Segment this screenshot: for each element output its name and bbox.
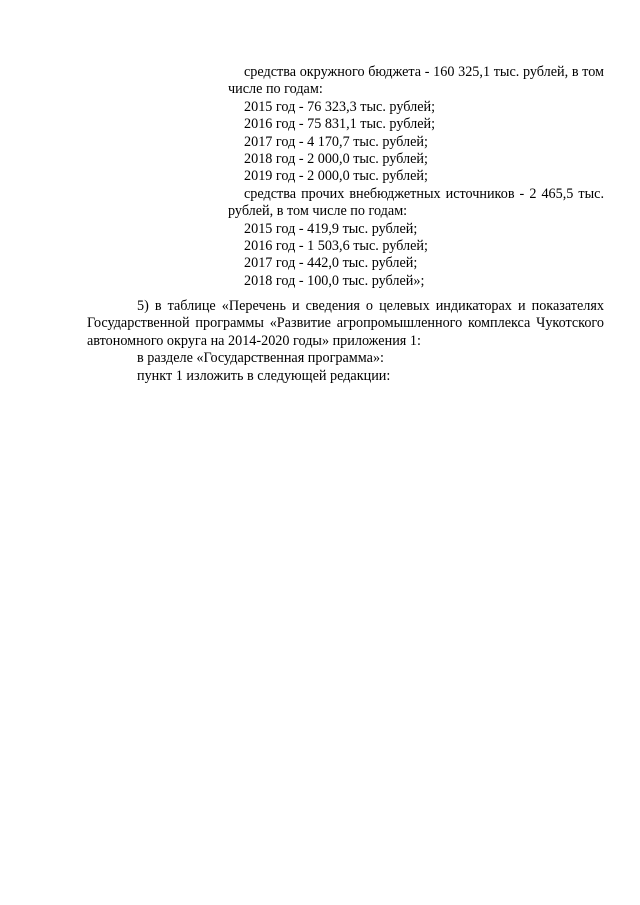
budget-sources-block: [228, 64, 604, 290]
other-year-2017: 2017 год - 442,0 тыс. рублей;: [244, 255, 418, 272]
point-line: пункт 1 изложить в следующей редакции:: [137, 367, 391, 384]
district-year-2017: 2017 год - 4 170,7 тыс. рублей;: [244, 133, 428, 150]
item-5-block: [87, 298, 604, 385]
district-year-2018: 2018 год - 2 000,0 тыс. рублей;: [244, 151, 428, 168]
item-5-paragraph: 5) в таблице «Перечень и сведения о целевых индикаторах и показателях Государственной программы «Развитие агропромышленного комплекса Чукотского автономного округа на 2014-2020 годы» приложения 1:: [87, 298, 604, 349]
district-budget-intro: средства окружного бюджета - 160 325,1 тыс. рублей, в том числе по годам:: [228, 64, 604, 98]
other-sources-intro: средства прочих внебюджетных источников - 2 465,5 тыс. рублей, в том числе по годам:: [228, 185, 604, 220]
other-year-2018: 2018 год - 100,0 тыс. рублей»;: [244, 272, 425, 289]
district-year-2016: 2016 год - 75 831,1 тыс. рублей;: [244, 116, 436, 133]
district-year-2015: 2015 год - 76 323,3 тыс. рублей;: [244, 98, 436, 115]
district-year-2019: 2019 год - 2 000,0 тыс. рублей;: [244, 168, 428, 185]
section-line: в разделе «Государственная программа»:: [137, 350, 384, 367]
other-year-2015: 2015 год - 419,9 тыс. рублей;: [244, 220, 418, 237]
other-year-2016: 2016 год - 1 503,6 тыс. рублей;: [244, 238, 428, 255]
